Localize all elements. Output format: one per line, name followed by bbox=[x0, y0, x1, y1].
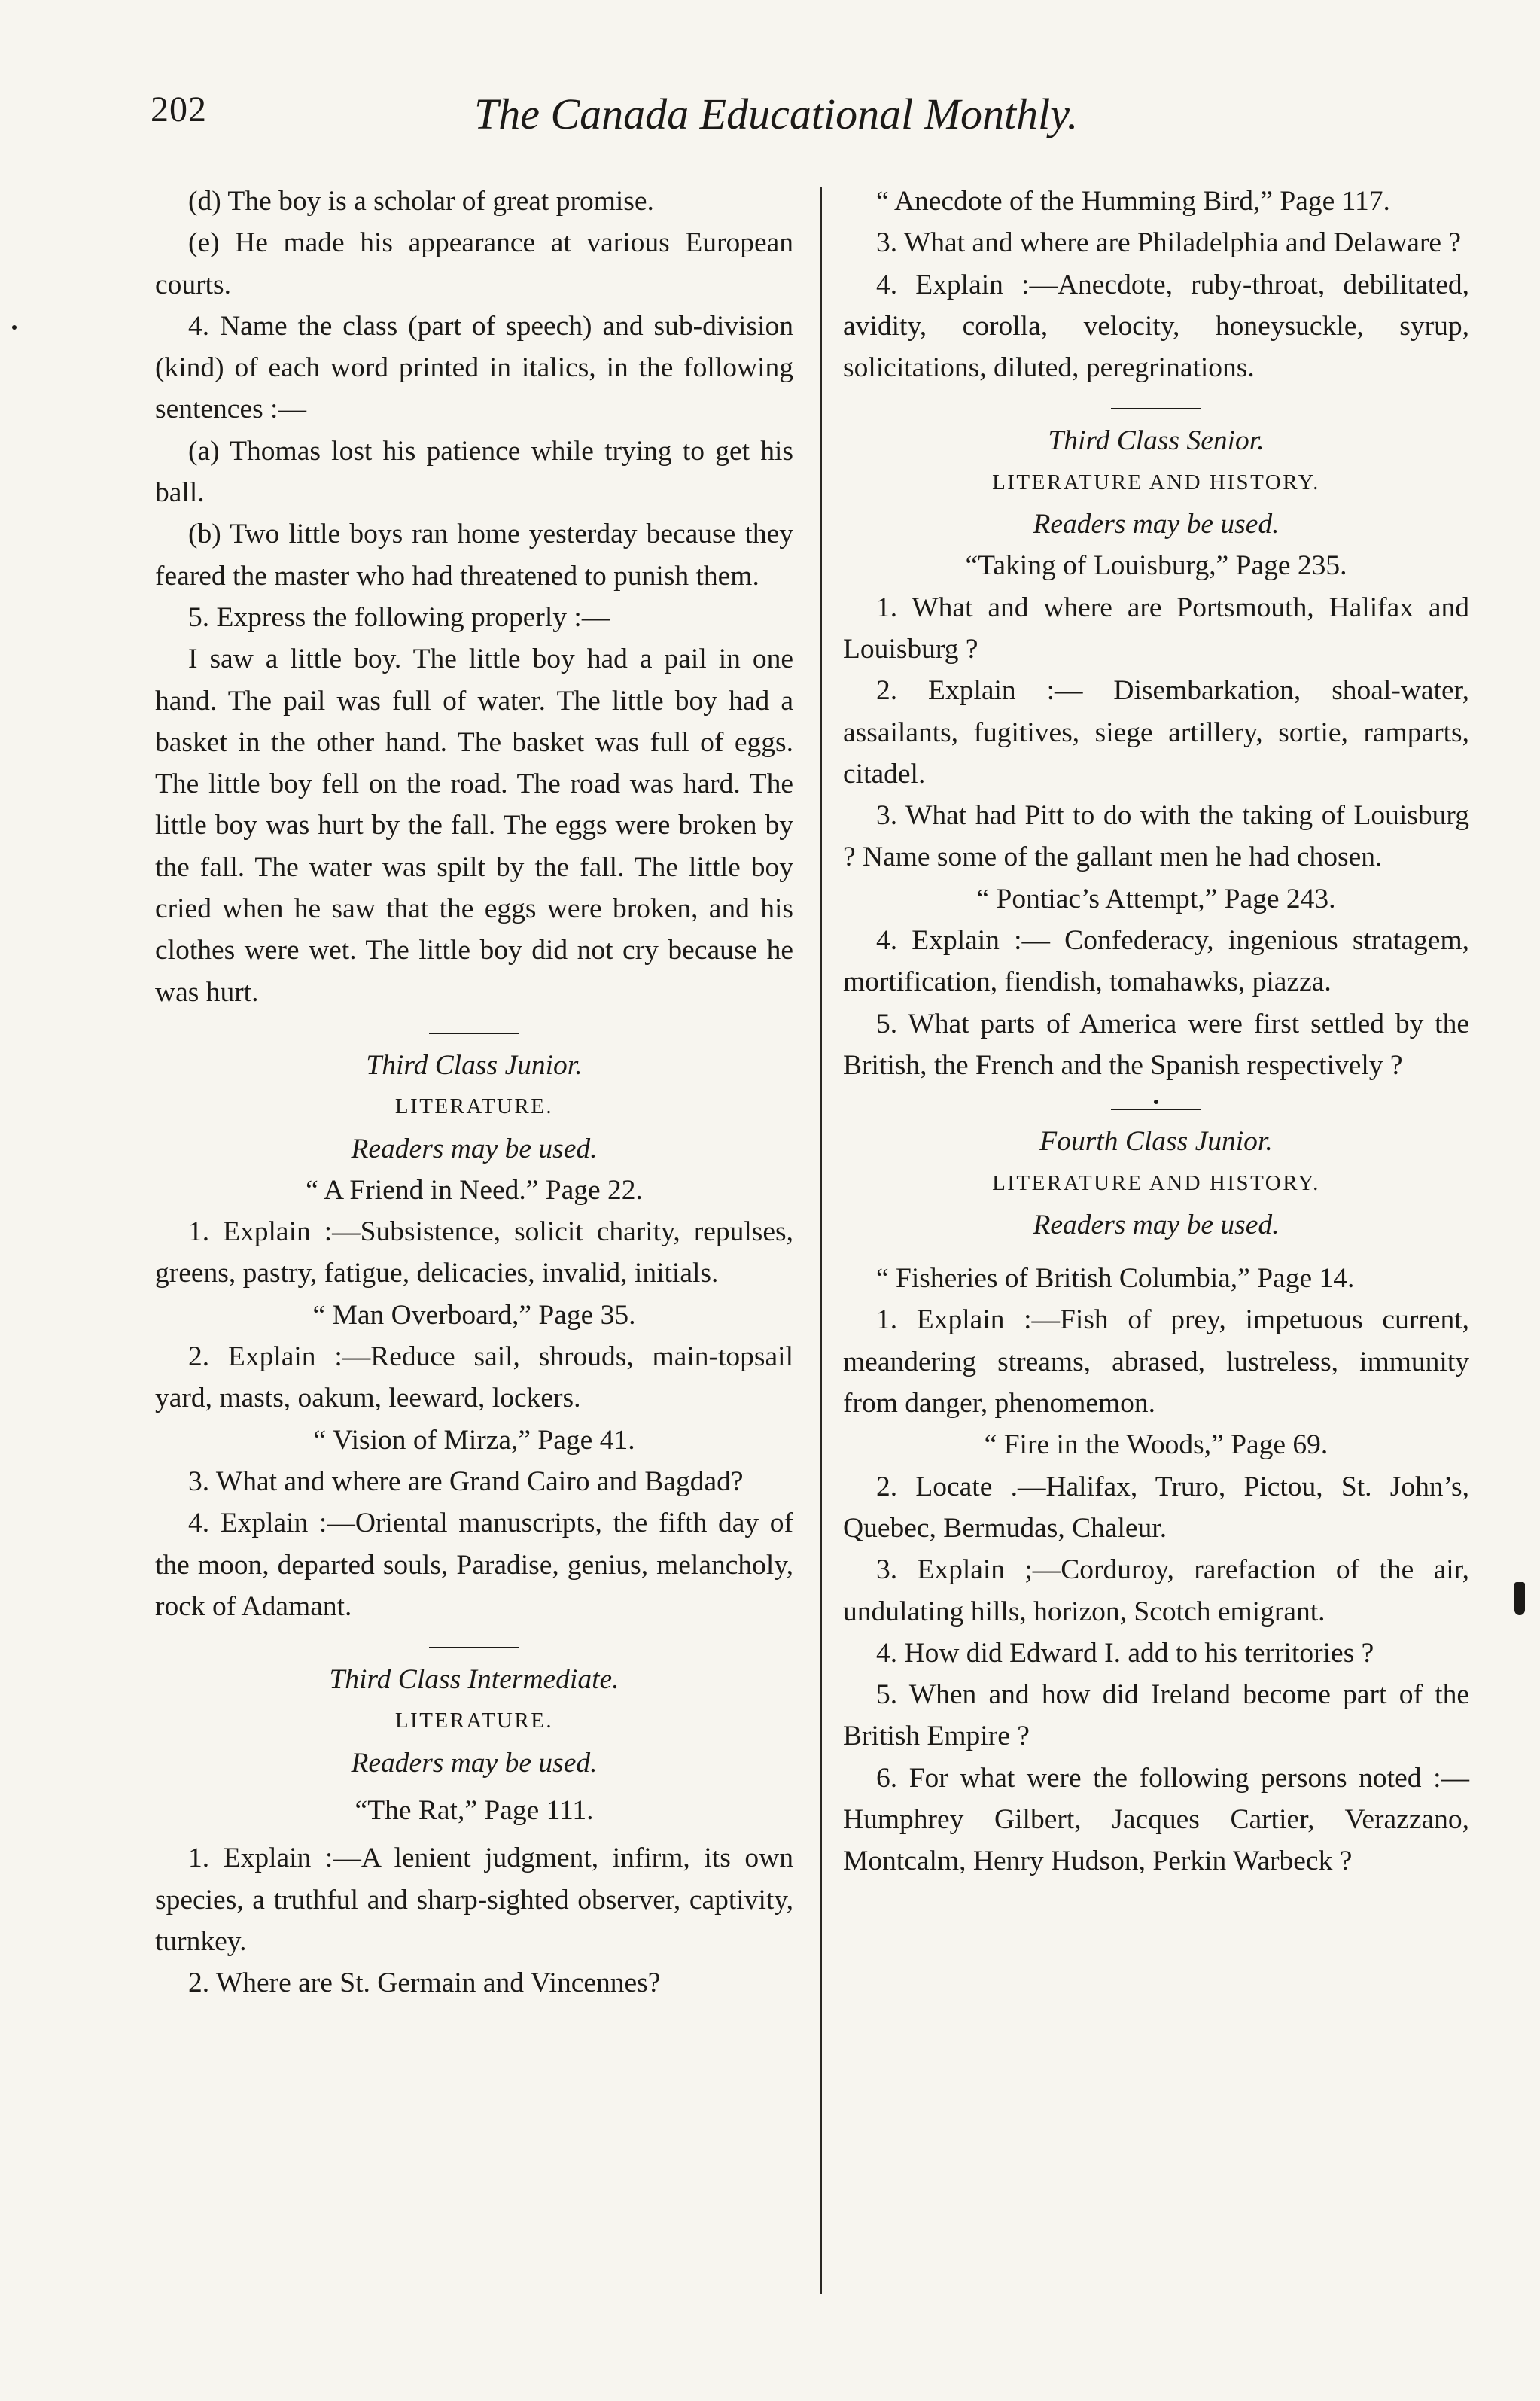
question-item: 1. What and where are Portsmouth, Halifax and Louisburg ? bbox=[843, 592, 1469, 665]
question-item: 4. Explain :— Confederacy, ingenious stratagem, mortification, fiendish, tomahawks, piazza. bbox=[843, 925, 1469, 998]
question-item: 3. What and where are Philadelphia and Delaware ? bbox=[876, 227, 1462, 259]
lesson-title: “ Fisheries of British Columbia,” Page 14. bbox=[876, 1263, 1355, 1295]
lesson-title: “ Pontiac’s Attempt,” Page 243. bbox=[976, 883, 1336, 914]
rule-dot bbox=[1154, 1100, 1158, 1104]
section-note: Readers may be used. bbox=[1033, 1209, 1280, 1240]
question-item: 2. Where are St. Germain and Vincennes? bbox=[188, 1967, 661, 1999]
lesson-title: “Taking of Louisburg,” Page 235. bbox=[965, 550, 1347, 582]
section-subject: LITERATURE AND HISTORY. bbox=[992, 470, 1320, 495]
section-subject: LITERATURE. bbox=[394, 1709, 554, 1733]
question-item: (a) Thomas lost his patience while trying to get his ball. bbox=[155, 435, 793, 509]
question-item: 2. Explain :— Disembarkation, shoal-water, assailants, fugitives, siege artillery, sortie, ramparts, citadel. bbox=[843, 675, 1469, 790]
page-number: 202 bbox=[151, 90, 207, 129]
question-item: 4. Explain :—Oriental manuscripts, the fifth day of the moon, departed souls, Paradise, genius, melancholy, rock of Adamant. bbox=[155, 1508, 793, 1622]
running-title: The Canada Educational Monthly. bbox=[474, 90, 1079, 138]
section-title: Third Class Intermediate. bbox=[329, 1664, 619, 1696]
section-note: Readers may be used. bbox=[1033, 509, 1280, 540]
question-item: 3. What had Pitt to do with the taking of Louisburg ? Name some of the gallant men he had chosen. bbox=[843, 800, 1469, 873]
section-rule bbox=[429, 1033, 519, 1034]
lesson-title: “The Rat,” Page 111. bbox=[355, 1794, 594, 1826]
question-item: 1. Explain :—Subsistence, solicit charity, repulses, greens, pastry, fatigue, delicacies, invalid, initials. bbox=[155, 1216, 793, 1289]
question-item: 4. Name the class (part of speech) and sub-division (kind) of each word printed in italics, in the following sentences :— bbox=[155, 310, 793, 425]
question-item: 5. What parts of America were first settled by the British, the French and the Spanish respectively ? bbox=[843, 1008, 1469, 1081]
margin-ink-mark bbox=[1514, 1582, 1525, 1615]
section-note: Readers may be used. bbox=[351, 1747, 598, 1779]
margin-speck bbox=[12, 325, 17, 330]
section-title: Third Class Senior. bbox=[1048, 425, 1265, 457]
lesson-title: “ Man Overboard,” Page 35. bbox=[312, 1299, 636, 1331]
lesson-title: “ Anecdote of the Humming Bird,” Page 117. bbox=[876, 186, 1390, 217]
question-item: 2. Explain :—Reduce sail, shrouds, main-topsail yard, masts, oakum, leeward, lockers. bbox=[155, 1341, 793, 1414]
section-title: Third Class Junior. bbox=[366, 1049, 583, 1081]
question-item: 6. For what were the following persons noted :—Humphrey Gilbert, Jacques Cartier, Verazzano, Montcalm, Henry Hudson, Perkin Warbeck ? bbox=[843, 1762, 1469, 1877]
question-item: 3. Explain ;—Corduroy, rarefaction of the air, undulating hills, horizon, Scotch emigrant. bbox=[843, 1554, 1469, 1627]
question-item: (d) The boy is a scholar of great promise. bbox=[188, 186, 654, 217]
page-header bbox=[151, 89, 1392, 157]
section-title: Fourth Class Junior. bbox=[1039, 1126, 1273, 1158]
question-item: 5. Express the following properly :— bbox=[188, 601, 610, 633]
section-rule bbox=[1111, 408, 1201, 409]
question-item: 4. How did Edward I. add to his territories ? bbox=[876, 1637, 1374, 1669]
question-item: 1. Explain :—A lenient judgment, infirm, its own species, a truthful and sharp-sighted observer, captivity, turnkey. bbox=[155, 1843, 793, 1957]
column-divider bbox=[820, 187, 822, 2294]
lesson-title: “ A Friend in Need.” Page 22. bbox=[306, 1174, 643, 1206]
question-item: 5. When and how did Ireland become part of the British Empire ? bbox=[843, 1679, 1469, 1752]
question-item: 4. Explain :—Anecdote, ruby-throat, debilitated, avidity, corolla, velocity, honeysuckle, syrup, solicitations, diluted, peregrinations. bbox=[843, 269, 1469, 384]
exercise-passage: I saw a little boy. The little boy had a pail in one hand. The pail was full of water. The little boy had a basket in the other hand. The basket was full of eggs. The little boy fell on the road. The road was hard. The little boy was hurt by the fall. The eggs were broken by the fall. The water was spilt by the fall. The little boy cried when he saw that the eggs were broken, and his clothes were wet. The little boy did not cry because he was hurt. bbox=[155, 644, 793, 1008]
section-subject: LITERATURE. bbox=[394, 1094, 554, 1119]
section-rule bbox=[1111, 1109, 1201, 1110]
question-item: (e) He made his appearance at various European courts. bbox=[155, 227, 793, 300]
question-item: 3. What and where are Grand Cairo and Bagdad? bbox=[188, 1465, 744, 1497]
section-subject: LITERATURE AND HISTORY. bbox=[992, 1170, 1320, 1195]
lesson-title: “ Fire in the Woods,” Page 69. bbox=[984, 1429, 1328, 1461]
question-item: 2. Locate .—Halifax, Truro, Pictou, St. John’s, Quebec, Bermudas, Chaleur. bbox=[843, 1471, 1469, 1544]
question-item: (b) Two little boys ran home yesterday because they feared the master who had threatened to punish them. bbox=[155, 519, 793, 592]
question-item: 1. Explain :—Fish of prey, impetuous current, meandering streams, abrased, lustreless, immunity from danger, phenomemon. bbox=[843, 1304, 1469, 1420]
left-column bbox=[155, 181, 793, 2004]
section-note: Readers may be used. bbox=[351, 1133, 598, 1164]
right-column bbox=[843, 181, 1469, 1882]
lesson-title: “ Vision of Mirza,” Page 41. bbox=[313, 1424, 635, 1456]
section-rule bbox=[429, 1647, 519, 1648]
